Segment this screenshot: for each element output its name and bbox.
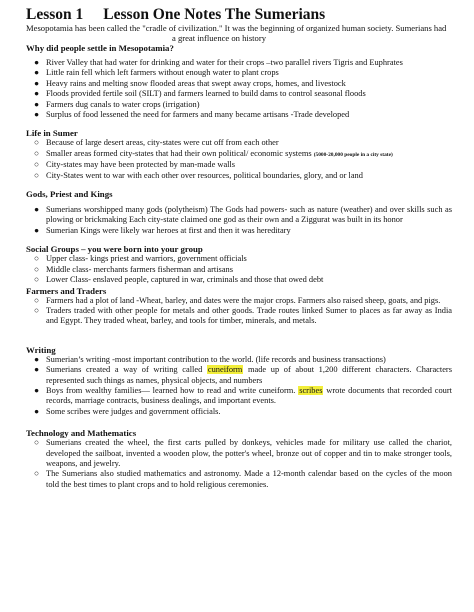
- bullet-icon: ●: [34, 110, 40, 120]
- list-item: ● Some scribes were judges and government officials.: [34, 406, 221, 416]
- bullet-icon: ●: [34, 385, 40, 395]
- list-item: ○ Because of large desert areas, city-states were cut off from each other: [34, 138, 279, 148]
- bullet-icon: ●: [34, 365, 40, 375]
- list-item: ○ Sumerians created the wheel, the first carts pulled by donkeys, vehicles made for military use called the chariot, developed the sailboat, invented a wooden plow, the potter's wheel, bronze out of copper and tin to make stronger tools, weapons, and jewelry.: [34, 438, 452, 468]
- bullet-icon: ○: [34, 438, 40, 448]
- list-item: ● Surplus of food lessened the need for farmers and many became artisans -Trade developed: [34, 110, 350, 120]
- list-item: ○ Lower Class- enslaved people, captured in war, criminals and those that owed debt: [34, 275, 324, 285]
- bullet-icon: ○: [34, 275, 40, 285]
- list-item: ○ Traders traded with other people for metals and other goods. Trade routes linked Sumer to places as far away as India and Egypt. They traded wheat, barley, and tools for timber, minerals, and metals.: [34, 305, 452, 326]
- list-item: ● River Valley that had water for drinking and water for their crops –two parallel rivers Tigris and Euphrates: [34, 58, 403, 67]
- population-note: (5000-20,000 people in a city state): [313, 151, 393, 158]
- bullet-icon: ○: [34, 138, 40, 148]
- intro-line-2: a great influence on history: [171, 33, 267, 43]
- list-item: ○ City-states may have been protected by man-made walls: [34, 160, 236, 170]
- intro-line-1: Mesopotamia has been called the "cradle of civilization." It was the beginning of organized human society. Sumerians had: [26, 23, 447, 33]
- bullet-icon: ●: [34, 89, 40, 99]
- life-in-sumer-list: [26, 138, 452, 181]
- list-item: ○ Farmers had a plot of land -Wheat, barley, and dates were the major crops. Farmers also raised sheep, goats, and pigs.: [34, 295, 441, 305]
- bullet-icon: ●: [34, 225, 40, 235]
- bullet-icon: ●: [34, 205, 40, 215]
- writing-list: [26, 355, 452, 417]
- bullet-icon: ○: [34, 160, 40, 170]
- why-settle-list: [26, 58, 452, 120]
- list-item: ○ Smaller areas formed city-states that had their own political/ economic systems (5000-20,000 people in a city state): [34, 148, 393, 158]
- list-item: ● Boys from wealthy families— learned how to read and write cuneiform. scribes wrote documents that recorded court records, marriage contracts, business dealings, and important events.: [34, 385, 452, 406]
- bullet-icon: ○: [34, 264, 40, 274]
- social-groups-list: [26, 254, 452, 285]
- lesson-title: Lesson One Notes The Sumerians: [103, 6, 326, 23]
- list-item: ● Sumerians worshipped many gods (polytheism) The Gods had powers- such as nature (weather) and over skills such as plowing or brickmaking Each city-state claimed one god as their own and a Ziggurat was built in its honor: [34, 205, 452, 225]
- bullet-icon: ○: [34, 254, 40, 264]
- bullet-icon: ●: [34, 68, 40, 78]
- technology-list: [26, 438, 452, 490]
- section-heading-technology-mathematics: Technology and Mathematics: [26, 428, 137, 439]
- farmers-traders-list: [26, 296, 452, 327]
- bullet-icon: ○: [34, 295, 40, 305]
- list-item: ● Floods provided fertile soil (SILT) and farmers learned to build dams to control seasonal floods: [34, 89, 366, 99]
- section-heading-life-in-sumer: Life in Sumer: [26, 128, 78, 139]
- list-item: ● Sumerian Kings were likely war heroes at first and then it was hereditary: [34, 225, 291, 235]
- bullet-icon: ●: [34, 406, 40, 416]
- list-item: ● Farmers dug canals to water crops (irrigation): [34, 99, 200, 109]
- highlighted-term-scribes: scribes: [299, 385, 323, 395]
- list-item: ○ Upper class- kings priest and warriors, government officials: [34, 254, 247, 264]
- bullet-icon: ○: [34, 469, 40, 479]
- bullet-icon: ○: [34, 170, 40, 180]
- section-heading-writing: Writing: [26, 344, 56, 355]
- bullet-icon: ●: [34, 58, 40, 67]
- section-heading-gods-priest-kings: Gods, Priest and Kings: [26, 189, 113, 200]
- highlighted-term-cuneiform: cuneiform: [207, 365, 243, 375]
- list-item: ● Heavy rains and melting snow flooded areas that swept away crops, homes, and livestock: [34, 78, 346, 88]
- gods-list: [26, 205, 452, 236]
- list-item: ● Sumerian’s writing -most important contribution to the world. (life records and business transactions): [34, 354, 386, 364]
- list-item: ● Little rain fell which left farmers without enough water to plant crops: [34, 68, 279, 78]
- bullet-icon: ●: [34, 99, 40, 109]
- bullet-icon: ○: [34, 305, 40, 315]
- section-heading-why-settle: Why did people settle in Mesopotamia?: [26, 43, 174, 53]
- bullet-icon: ●: [34, 78, 40, 88]
- section-heading-farmers-traders: Farmers and Traders: [26, 285, 107, 296]
- list-item: ● Sumerians created a way of writing called cuneiform made up of about 1,200 different characters. Characters represented such things as names, physical objects, and numbers: [34, 365, 452, 385]
- section-heading-social-groups: Social Groups – you were born into your group: [26, 244, 203, 255]
- bullet-icon: ○: [34, 148, 40, 158]
- list-item: ○ The Sumerians also studied mathematics and astronomy. Made a 12-month calendar based on the cycles of the moon told the best times to plant crops and to hold religious ceremonies.: [34, 469, 452, 489]
- list-item: ○ City-States went to war with each other over resources, political boundaries, glory, and or land: [34, 170, 363, 180]
- bullet-icon: ●: [34, 354, 40, 364]
- lesson-number: Lesson 1: [26, 6, 84, 23]
- list-item: ○ Middle class- merchants farmers fisherman and artisans: [34, 264, 233, 274]
- page-title: [26, 6, 452, 23]
